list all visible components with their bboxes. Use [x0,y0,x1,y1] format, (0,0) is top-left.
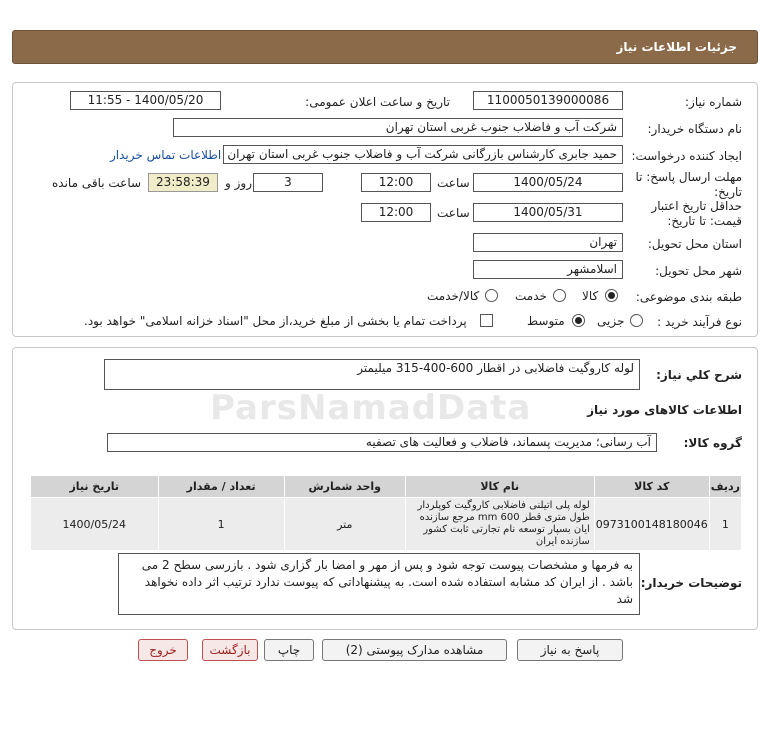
process-small-label: جزیی [597,314,625,328]
buyer-org-field[interactable]: شرکت آب و فاضلاب جنوب غربی استان تهران [173,118,623,137]
watermark: ParsNamadData [210,388,532,428]
days-label: روز و [225,176,252,190]
category-goods-radio[interactable] [605,289,618,302]
category-service-radio[interactable] [553,289,566,302]
process-medium-label: متوسط [527,314,565,328]
requester-label: ایجاد کننده درخواست: [631,149,742,163]
back-button[interactable]: بازگشت [202,639,258,661]
days-field[interactable]: 3 [253,173,323,192]
goods-group-label: گروه کالا: [683,436,742,450]
validity-date-field[interactable]: 1400/05/31 [473,203,623,222]
category-goods-service-label: کالا/خدمت [427,289,480,303]
city-field[interactable]: اسلامشهر [473,260,623,279]
col-row: ردیف [709,476,741,498]
buyer-notes-label: توضیحات خریدار: [640,576,742,590]
table-row[interactable] [31,498,742,551]
buyer-contact-link[interactable]: اطلاعات تماس خریدار [110,148,222,162]
category-service-label: خدمت [515,289,547,303]
col-name: نام کالا [405,476,594,498]
page-title: جزئیات اطلاعات نیاز [616,40,737,54]
category-label: طبقه بندی موضوعی: [635,290,742,304]
cell-row: 1 [709,498,741,551]
need-number-field[interactable]: 1100050139000086 [473,91,623,110]
cell-qty: 1 [158,498,284,551]
col-unit: واحد شمارش [284,476,405,498]
announce-label: تاریخ و ساعت اعلان عمومی: [305,95,450,109]
items-table [30,475,742,551]
city-label: شهر محل تحویل: [655,264,742,278]
exit-button[interactable]: خروج [138,639,188,661]
page-header [12,30,758,64]
buyer-org-label: نام دستگاه خریدار: [647,122,742,136]
validity-time-field[interactable]: 12:00 [361,203,431,222]
treasury-payment-checkbox[interactable] [480,314,493,327]
announce-field[interactable]: 1400/05/20 - 11:55 [70,91,221,110]
col-code: کد کالا [594,476,709,498]
requester-field[interactable]: حمید جابری کارشناس بازرگانی شرکت آب و فاضلاب جنوب غربی استان تهران [223,145,623,164]
summary-field: لوله کاروگیت فاضلابی در اقطار 600-400-315 میلیمتر [104,359,640,390]
category-goods-label: کالا [582,289,599,303]
summary-label: شرح كلي نياز: [656,368,742,382]
province-label: استان محل تحویل: [647,237,742,251]
cell-unit: متر [284,498,405,551]
col-date: تاریخ نیاز [31,476,159,498]
process-small-radio[interactable] [630,314,643,327]
process-medium-radio[interactable] [572,314,585,327]
treasury-payment-note: پرداخت تمام یا بخشی از مبلغ خرید،از محل "اسناد خزانه اسلامی" خواهد بود. [84,314,467,328]
col-qty: تعداد / مقدار [158,476,284,498]
print-button[interactable]: چاپ [264,639,314,661]
reply-deadline-label: مهلت ارسال پاسخ: تا تاریخ: [635,170,742,199]
cell-date: 1400/05/24 [31,498,159,551]
buyer-notes-field: به فرمها و مشخصات پیوست توجه شود و پس از مهر و امضا بار گزاری شود . بازرسی سطح 2 می باشد . از ایران کد مشابه استفاده شده است. به پیشنهاداتی که پیوست ندارد ترتیب اثر داده نخواهد شد [118,553,640,615]
need-number-label: شماره نیاز: [685,95,742,109]
cell-name: لوله پلی اتیلنی فاضلابی کاروگیت کوپلردار طول متری قطر 600 mm مرجع سازنده ایان بسپار توسعه نام تجارتی ثابت کشور سازنده ایران [405,498,594,551]
process-label: نوع فرآیند خرید : [657,315,742,329]
validity-label: حداقل تاریخ اعتبار قیمت: تا تاریخ: [651,199,742,228]
cell-code: 0973100148180046 [594,498,709,551]
goods-info-title: اطلاعات کالاهای مورد نیاز [587,403,742,417]
remaining-time-field: 23:58:39 [148,173,218,192]
validity-hour-label: ساعت [437,206,470,220]
attachments-button[interactable]: مشاهده مدارک پیوستی (2) [322,639,507,661]
reply-hour-label: ساعت [437,176,470,190]
table-header-row [31,476,742,498]
reply-date-field[interactable]: 1400/05/24 [473,173,623,192]
reply-time-field[interactable]: 12:00 [361,173,431,192]
remaining-label: ساعت باقی مانده [52,176,142,190]
category-goods-service-radio[interactable] [485,289,498,302]
goods-group-field: آب رسانی؛ مدیریت پسماند، فاضلاب و فعالیت های تصفیه [107,433,657,452]
province-field[interactable]: تهران [473,233,623,252]
reply-button[interactable]: پاسخ به نیاز [517,639,623,661]
